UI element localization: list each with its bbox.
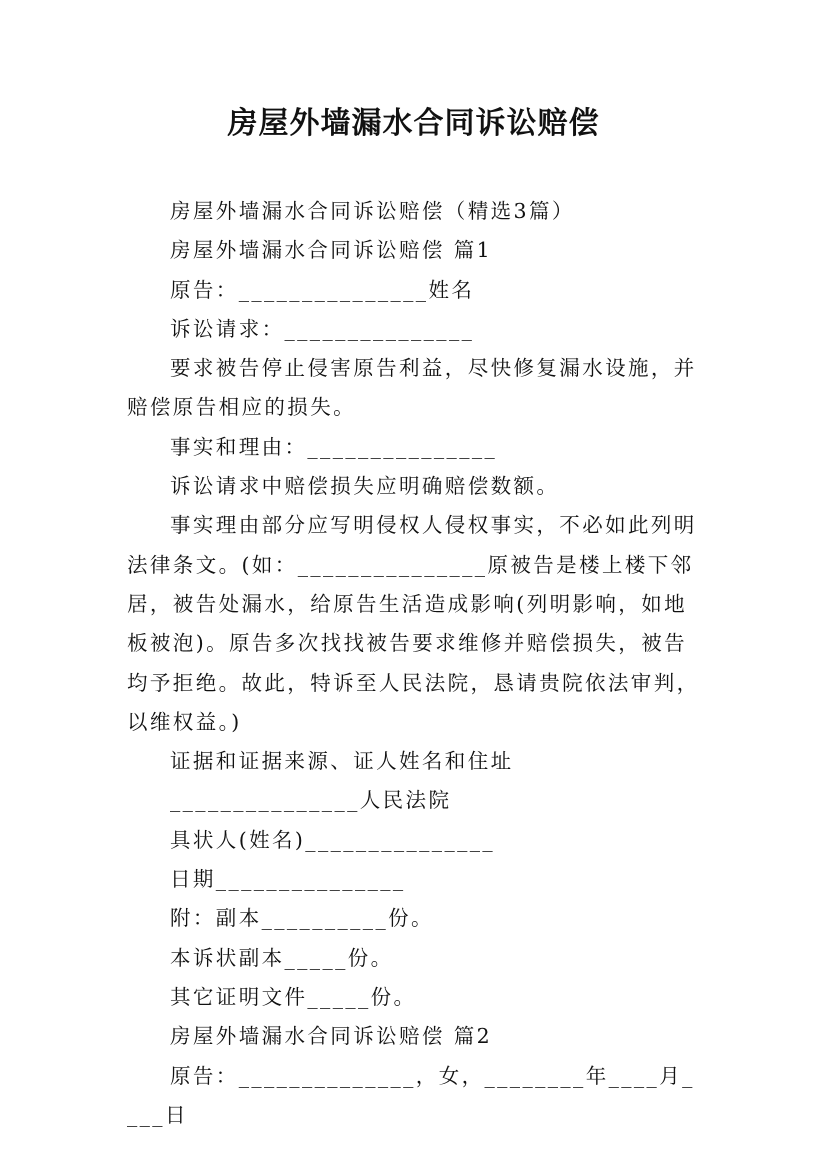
document-body <box>127 192 707 1135</box>
paragraph-complaint-copies: 本诉状副本_____份。 <box>170 945 394 970</box>
paragraph-claim-detail: 要求被告停止侵害原告利益，尽快修复漏水设施，并赔偿原告相应的损失。 <box>127 356 697 420</box>
paragraph-section-2-heading: 房屋外墙漏水合同诉讼赔偿 篇2 <box>170 1024 493 1049</box>
paragraph-plaintiff: 原告：_______________姓名 <box>170 277 475 302</box>
paragraph-plaintiff-2: 原告：______________，女，________年____月____日 <box>127 1063 695 1127</box>
paragraph-facts-detail: 事实理由部分应写明侵权人侵权事实，不必如此列明法律条文。(如：_______________原被告是楼上楼下邻居，被告处漏水，给原告生活造成影响(列明影响，如地板被泡)。原告多次找找被告要求维修并赔偿损失，被告均予拒绝。故此，特诉至人民法院，恳请贵院依法审判，以维权益。) <box>127 513 700 734</box>
paragraph-section-1-heading: 房屋外墙漏水合同诉讼赔偿 篇1 <box>170 238 493 263</box>
paragraph-facts: 事实和理由：_______________ <box>170 434 498 459</box>
paragraph-other-documents: 其它证明文件_____份。 <box>170 984 417 1009</box>
paragraph-evidence: 证据和证据来源、证人姓名和住址 <box>170 749 514 774</box>
paragraph-compensation-note: 诉讼请求中赔偿损失应明确赔偿数额。 <box>170 474 560 499</box>
paragraph-subtitle: 房屋外墙漏水合同诉讼赔偿（精选3篇） <box>170 199 575 223</box>
document-title: 房屋外墙漏水合同诉讼赔偿 <box>227 106 600 141</box>
paragraph-court: _______________人民法院 <box>170 788 452 813</box>
paragraph-date: 日期_______________ <box>170 867 406 892</box>
paragraph-claim: 诉讼请求：_______________ <box>170 316 475 341</box>
paragraph-signer: 具状人(姓名)_______________ <box>170 827 496 852</box>
paragraph-attachment-copies: 附：副本__________份。 <box>170 906 434 931</box>
